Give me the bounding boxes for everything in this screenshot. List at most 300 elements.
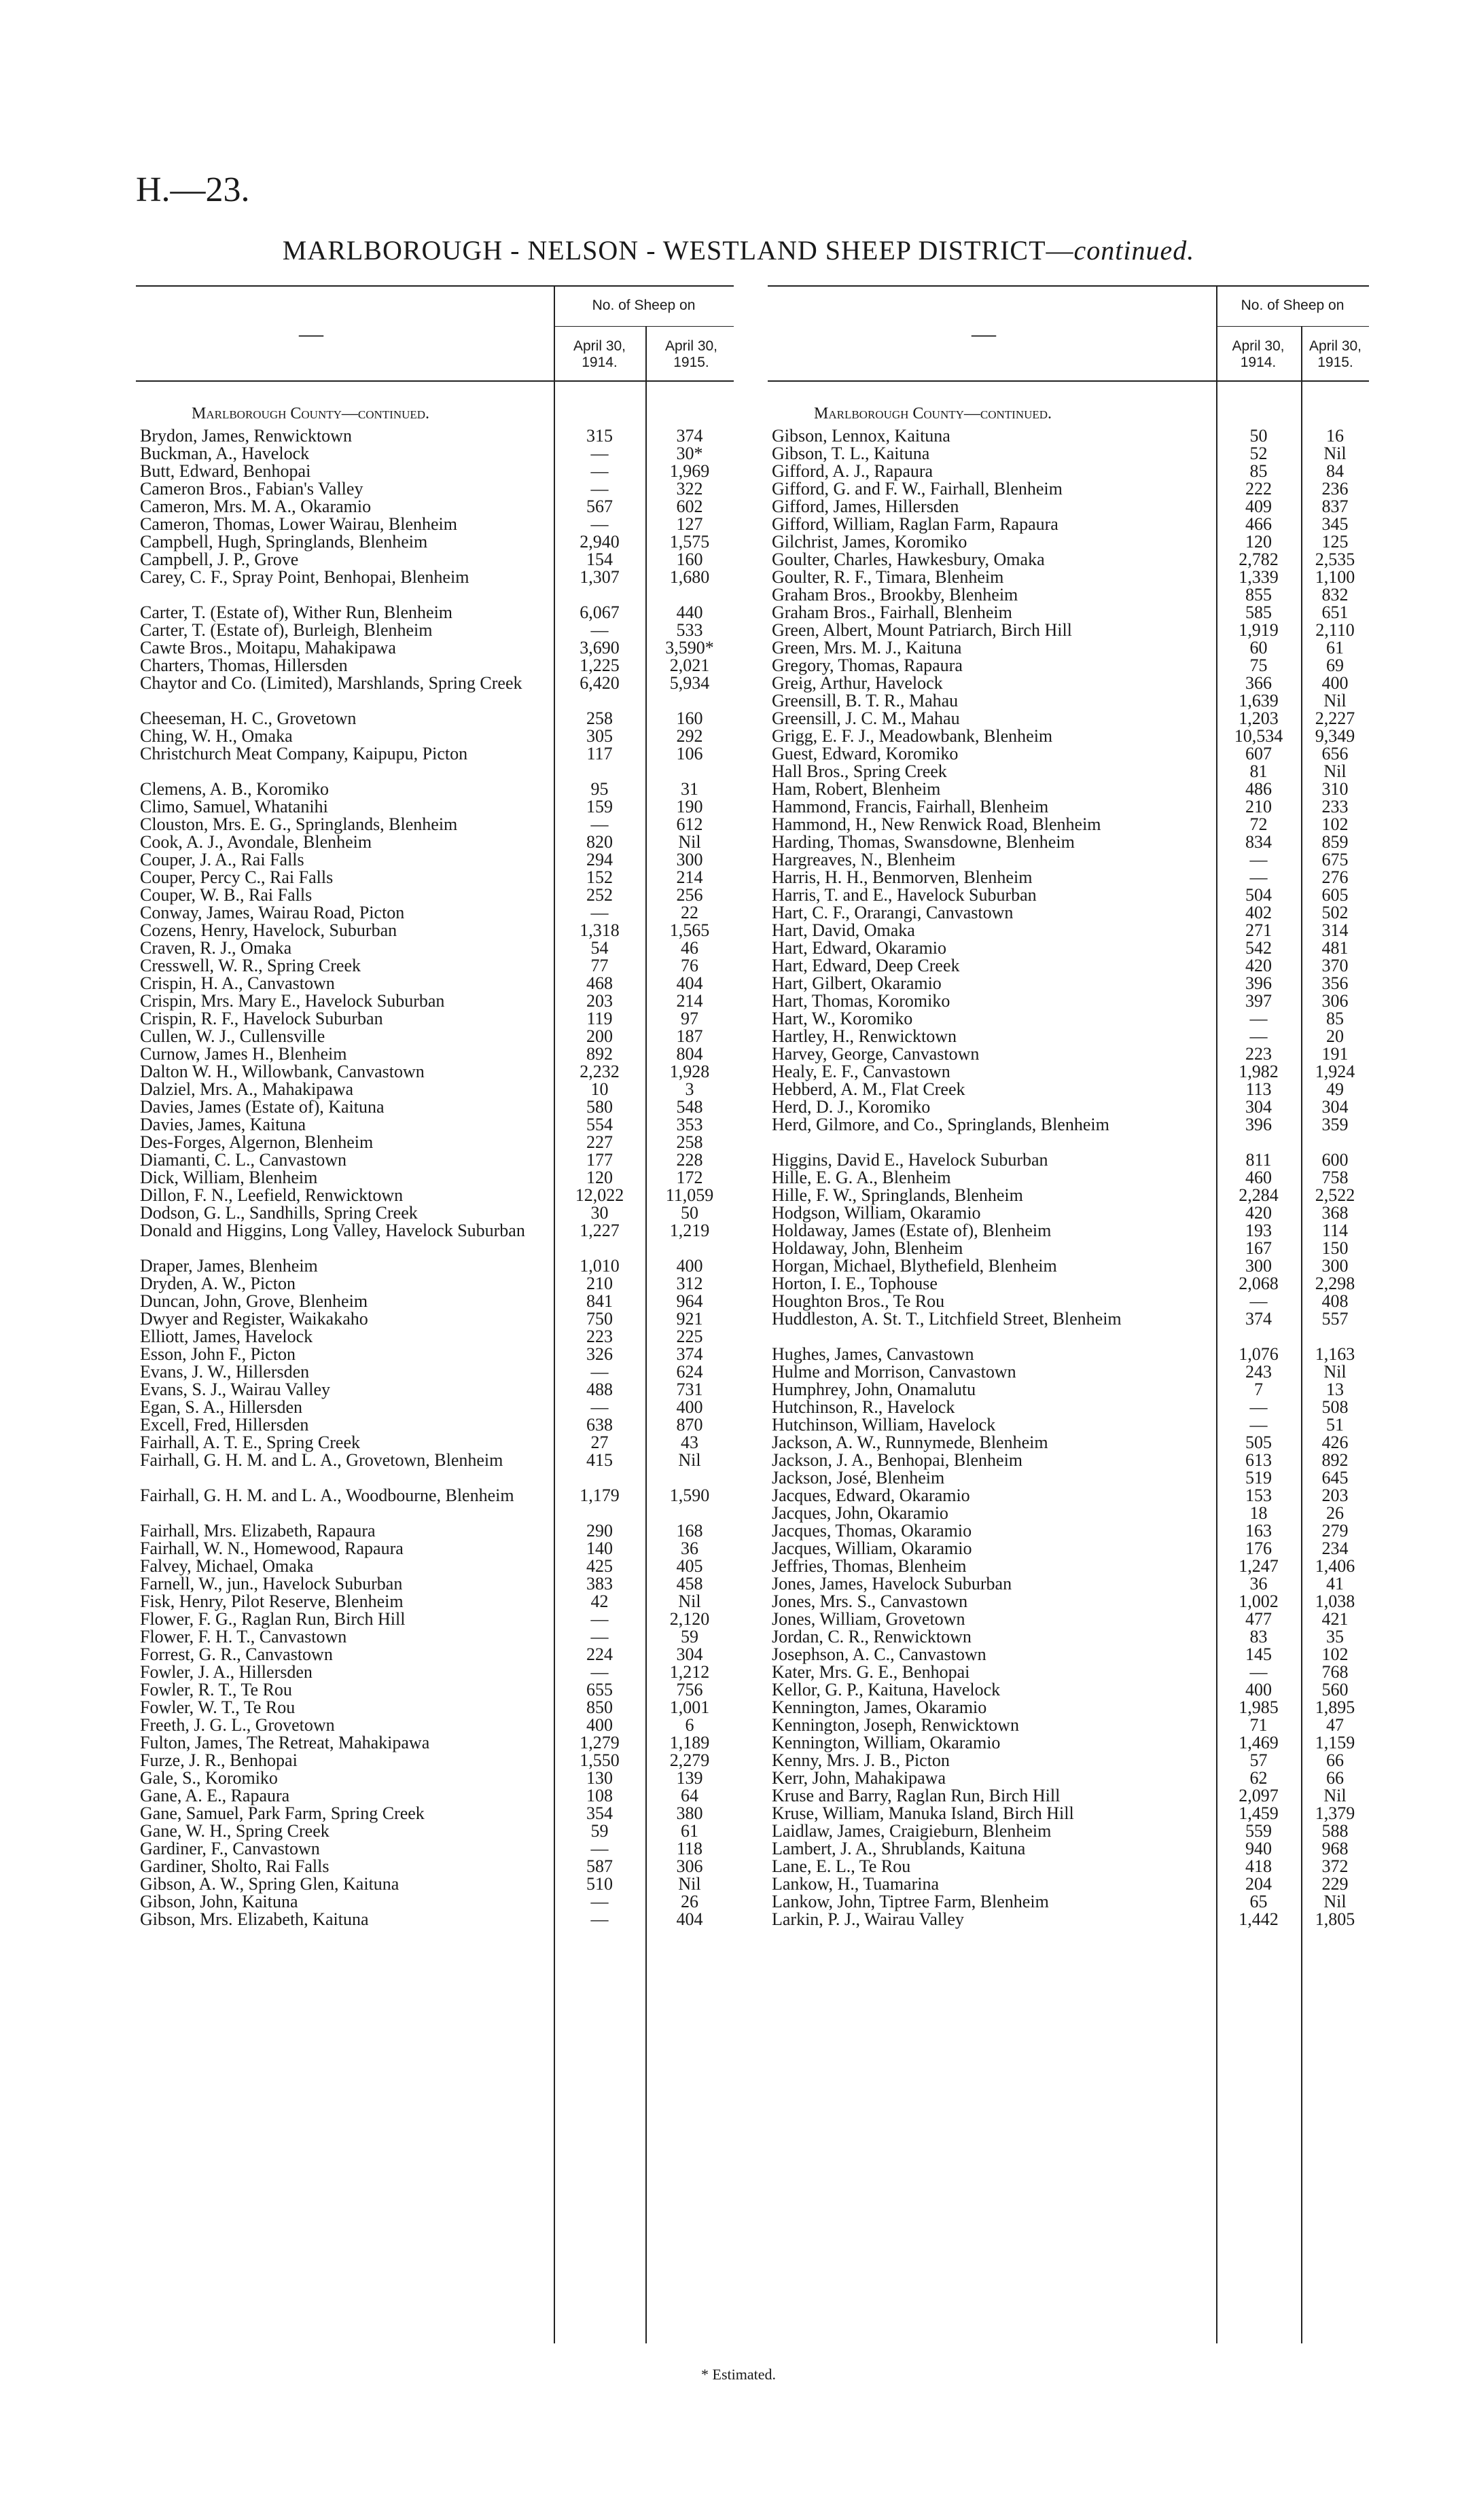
table-row	[136, 745, 734, 780]
owner-name: Hall Bros., Spring Creek	[772, 761, 947, 781]
table-row	[768, 1204, 1369, 1222]
sheep-1915: 30*	[676, 444, 703, 463]
owner-name: Graham Bros., Brookby, Blenheim	[772, 585, 1018, 605]
sheep-1915: 187	[676, 1026, 703, 1046]
table-row	[768, 692, 1369, 710]
table-row	[136, 1098, 734, 1116]
sheep-1914: —	[1249, 1291, 1268, 1311]
sheep-1914: 326	[586, 1344, 613, 1364]
sheep-1915: 602	[676, 497, 703, 516]
owner-name: Hulme and Morrison, Canvastown	[772, 1362, 1016, 1382]
sheep-1914: 2,940	[580, 532, 620, 552]
sheep-1914: 271	[1245, 920, 1272, 940]
owner-name: Hart, David, Omaka	[772, 920, 915, 940]
sheep-1915: 892	[1321, 1450, 1349, 1470]
sheep-1915: 404	[676, 973, 703, 993]
sheep-1914: 176	[1245, 1538, 1272, 1558]
column-1914-header: April 30, 1914.	[573, 338, 626, 370]
sheep-1915: 139	[676, 1768, 703, 1788]
owner-name: Humphrey, John, Onamalutu	[772, 1380, 976, 1399]
sheep-1914: 397	[1245, 991, 1272, 1011]
sheep-1915: 370	[1321, 956, 1349, 975]
owner-name: Kerr, John, Mahakipawa	[772, 1768, 946, 1788]
sheep-1915: 2,535	[1315, 550, 1355, 569]
owner-name: Cresswell, W. R., Spring Creek	[140, 956, 361, 975]
owner-name: Healy, E. F., Canvastown	[772, 1062, 950, 1081]
table-row	[768, 1628, 1369, 1646]
owner-name: Furze, J. R., Benhopai	[140, 1750, 298, 1770]
owner-name: Hughes, James, Canvastown	[772, 1344, 974, 1364]
owner-name: Fowler, R. T., Te Rou	[140, 1680, 292, 1699]
owner-name: Gale, S., Koromiko	[140, 1768, 278, 1788]
table-row	[768, 1699, 1369, 1716]
table-row	[768, 1045, 1369, 1063]
sheep-1914: 57	[1249, 1750, 1268, 1770]
sheep-1914: —	[590, 814, 609, 834]
sheep-1914: 420	[1245, 956, 1272, 975]
table-row	[136, 639, 734, 657]
sheep-1915: 600	[1321, 1150, 1349, 1170]
sheep-1915: 481	[1321, 938, 1349, 958]
sheep-1914: 65	[1249, 1892, 1268, 1911]
sheep-1914: 224	[586, 1644, 613, 1664]
table-row	[136, 1416, 734, 1434]
table-row	[136, 1646, 734, 1663]
table-row	[136, 1363, 734, 1381]
table-row	[136, 674, 734, 710]
left-rows	[136, 427, 734, 1928]
owner-name: Diamanti, C. L., Canvastown	[140, 1150, 347, 1170]
owner-name: Kater, Mrs. G. E., Benhopai	[772, 1662, 970, 1682]
table-row	[768, 745, 1369, 763]
sheep-1914: 468	[586, 973, 613, 993]
sheep-1914: 477	[1245, 1609, 1272, 1629]
sheep-1914: 193	[1245, 1221, 1272, 1240]
sheep-1914: 223	[586, 1327, 613, 1346]
owner-name: Campbell, J. P., Grove	[140, 550, 299, 569]
sheep-1915: 26	[681, 1892, 698, 1911]
sheep-1914: 2,232	[580, 1062, 620, 1081]
sheep-1915: 968	[1321, 1839, 1349, 1858]
table-row	[768, 727, 1369, 745]
owner-name: Hille, F. W., Springlands, Blenheim	[772, 1185, 1023, 1205]
sheep-1915: 102	[1321, 1644, 1349, 1664]
sheep-1915: 837	[1321, 497, 1349, 516]
sheep-1914: 36	[1249, 1574, 1268, 1594]
sheep-1915: 35	[1326, 1627, 1344, 1646]
sheep-1915: 306	[676, 1856, 703, 1876]
owner-name: Hammond, Francis, Fairhall, Blenheim	[772, 797, 1049, 816]
table-row	[136, 1151, 734, 1169]
table-row	[136, 622, 734, 639]
owner-name: Hammond, H., New Renwick Road, Blenheim	[772, 814, 1101, 834]
owner-name: Gifford, William, Raglan Farm, Rapaura	[772, 514, 1058, 534]
owner-name: Cameron, Mrs. M. A., Okaramio	[140, 497, 372, 516]
table-row	[136, 427, 734, 445]
owner-name: Gifford, G. and F. W., Fairhall, Blenheim	[772, 479, 1063, 499]
table-row	[136, 657, 734, 674]
sheep-1915: 1,001	[669, 1697, 710, 1717]
sheep-1915: 2,021	[669, 655, 710, 675]
table-row	[768, 674, 1369, 692]
sheep-1914: 120	[586, 1168, 613, 1187]
sheep-1914: 59	[590, 1821, 609, 1841]
sheep-count-group-header: No. of Sheep on	[592, 298, 696, 313]
sheep-1915: 374	[676, 426, 703, 446]
sheep-1915: 304	[1321, 1097, 1349, 1117]
sheep-1915: 97	[681, 1009, 698, 1028]
owner-name: Herd, D. J., Koromiko	[772, 1097, 931, 1117]
sheep-1914: 200	[586, 1026, 613, 1046]
table-row	[136, 1681, 734, 1699]
sheep-1914: 60	[1249, 638, 1268, 658]
table-row	[768, 1610, 1369, 1628]
table-row	[768, 1293, 1369, 1310]
table-row	[136, 904, 734, 922]
sheep-1914: 1,919	[1239, 620, 1279, 640]
table-row	[136, 1840, 734, 1858]
sheep-1914: 75	[1249, 655, 1268, 675]
table-row	[768, 445, 1369, 463]
table-row	[768, 1558, 1369, 1575]
sheep-1915: Nil	[1323, 1892, 1347, 1911]
sheep-1914: 820	[586, 832, 613, 852]
table-row	[768, 1858, 1369, 1875]
owner-name: Clemens, A. B., Koromiko	[140, 779, 330, 799]
sheep-1914: 1,010	[580, 1256, 620, 1276]
table-row	[768, 1116, 1369, 1151]
sheep-1914: 587	[586, 1856, 613, 1876]
sheep-1915: 229	[1321, 1874, 1349, 1894]
sheep-1915: 758	[1321, 1168, 1349, 1187]
sheep-1914: —	[590, 620, 609, 640]
owner-name: Falvey, Michael, Omaka	[140, 1556, 314, 1576]
sheep-1915: 43	[681, 1433, 698, 1452]
owner-name: Lambert, J. A., Shrublands, Kaituna	[772, 1839, 1026, 1858]
sheep-1914: 290	[586, 1521, 613, 1541]
table-row	[136, 886, 734, 904]
owner-name: Lane, E. L., Te Rou	[772, 1856, 911, 1876]
table-row	[136, 498, 734, 516]
owner-name: Horgan, Michael, Blythefield, Blenheim	[772, 1256, 1057, 1276]
sheep-1915: 1,189	[669, 1733, 710, 1752]
sheep-count-group-header-right: No. of Sheep on	[1241, 298, 1345, 313]
sheep-1914: 396	[1245, 1115, 1272, 1134]
owner-name: Harding, Thomas, Swansdowne, Blenheim	[772, 832, 1075, 852]
owner-name: Climo, Samuel, Whatanihi	[140, 797, 328, 816]
table-row	[768, 816, 1369, 833]
table-row	[136, 1257, 734, 1275]
owner-name: Crispin, Mrs. Mary E., Havelock Suburban	[140, 991, 445, 1011]
sheep-1915: 64	[681, 1786, 698, 1805]
sheep-1915: 356	[1321, 973, 1349, 993]
table-row	[768, 1752, 1369, 1769]
owner-name: Hart, W., Koromiko	[772, 1009, 913, 1028]
sheep-1915: 191	[1321, 1044, 1349, 1064]
owner-name: Cozens, Henry, Havelock, Suburban	[140, 920, 397, 940]
sheep-1914: 855	[1245, 585, 1272, 605]
sheep-1915: 458	[676, 1574, 703, 1594]
sheep-1914: 83	[1249, 1627, 1268, 1646]
table-row	[136, 1805, 734, 1822]
sheep-1914: 2,068	[1239, 1274, 1279, 1293]
owner-name: Crispin, H. A., Canvastown	[140, 973, 335, 993]
owner-name: Freeth, J. G. L., Grovetown	[140, 1715, 335, 1735]
sheep-1915: 1,038	[1315, 1591, 1355, 1611]
owner-name: Huddleston, A. St. T., Litchfield Street, Blenheim	[772, 1309, 1122, 1329]
owner-name: Kruse, William, Manuka Island, Birch Hill	[772, 1803, 1074, 1823]
sheep-1914: 374	[1245, 1309, 1272, 1329]
sheep-1914: 140	[586, 1538, 613, 1558]
table-row	[768, 1452, 1369, 1469]
table-row	[136, 1204, 734, 1222]
owner-name: Hart, C. F., Orarangi, Canvastown	[772, 903, 1014, 922]
owner-name: Clouston, Mrs. E. G., Springlands, Blenheim	[140, 814, 458, 834]
table-row	[136, 1310, 734, 1328]
sheep-1914: 460	[1245, 1168, 1272, 1187]
owner-name: Josephson, A. C., Canvastown	[772, 1644, 986, 1664]
sheep-1915: 76	[681, 956, 698, 975]
owner-name: Kennington, William, Okaramio	[772, 1733, 1001, 1752]
owner-name: Couper, Percy C., Rai Falls	[140, 867, 334, 887]
table-row	[768, 1434, 1369, 1452]
sheep-1914: 1,225	[580, 655, 620, 675]
owner-name: Holdaway, John, Blenheim	[772, 1238, 963, 1258]
sheep-1915: 322	[676, 479, 703, 499]
owner-name: Hartley, H., Renwicktown	[772, 1026, 957, 1046]
owner-name: Greig, Arthur, Havelock	[772, 673, 943, 693]
sheep-1914: 227	[586, 1132, 613, 1152]
table-row	[136, 1134, 734, 1151]
sheep-1915: 127	[676, 514, 703, 534]
sheep-1914: 10,534	[1234, 726, 1283, 746]
sheep-1915: 300	[676, 850, 703, 869]
sheep-1914: 505	[1245, 1433, 1272, 1452]
sheep-1914: 1,982	[1239, 1062, 1279, 1081]
table-row	[136, 1081, 734, 1098]
owner-name: Green, Mrs. M. J., Kaituna	[772, 638, 962, 658]
sheep-1914: 177	[586, 1150, 613, 1170]
table-row	[136, 551, 734, 569]
table-row	[136, 851, 734, 869]
sheep-1915: 1,565	[669, 920, 710, 940]
sheep-1915: 2,227	[1315, 708, 1355, 728]
sheep-1915: 236	[1321, 479, 1349, 499]
sheep-1914: 2,782	[1239, 550, 1279, 569]
table-row	[136, 1699, 734, 1716]
table-row	[768, 1522, 1369, 1540]
sheep-1914: 940	[1245, 1839, 1272, 1858]
owner-name: Conway, James, Wairau Road, Picton	[140, 903, 405, 922]
sheep-1915: 605	[1321, 885, 1349, 905]
title-suffix: continued.	[1073, 235, 1195, 266]
table-row	[768, 710, 1369, 727]
sheep-1914: 77	[590, 956, 609, 975]
table-row	[768, 622, 1369, 639]
sheep-1914: 305	[586, 726, 613, 746]
sheep-1914: 258	[586, 708, 613, 728]
sheep-1915: 2,522	[1315, 1185, 1355, 1205]
sheep-1914: 519	[1245, 1468, 1272, 1488]
sheep-1915: 306	[1321, 991, 1349, 1011]
sheep-1914: 1,279	[580, 1733, 620, 1752]
owner-name: Hargreaves, N., Blenheim	[772, 850, 956, 869]
sheep-1915: 404	[676, 1909, 703, 1929]
table-row	[136, 1593, 734, 1610]
sheep-1915: 66	[1326, 1750, 1344, 1770]
table-row	[768, 1593, 1369, 1610]
table-row	[136, 957, 734, 975]
owner-name: Gilchrist, James, Koromiko	[772, 532, 967, 552]
table-row	[136, 1893, 734, 1911]
table-row	[768, 498, 1369, 516]
sheep-1914: 1,459	[1239, 1803, 1279, 1823]
sheep-1915: 359	[1321, 1115, 1349, 1134]
table-row	[136, 1169, 734, 1187]
sheep-1915: 214	[676, 991, 703, 1011]
owner-name: Gregory, Thomas, Rapaura	[772, 655, 963, 675]
owner-name: Forrest, G. R., Canvastown	[140, 1644, 333, 1664]
owner-name: Draper, James, Blenheim	[140, 1256, 318, 1276]
owner-name: Gifford, A. J., Rapaura	[772, 461, 933, 481]
sheep-1915: 69	[1326, 655, 1344, 675]
sheep-1914: 252	[586, 885, 613, 905]
sheep-1914: 152	[586, 867, 613, 887]
owner-name: Jeffries, Thomas, Blenheim	[772, 1556, 967, 1576]
owner-name: Gibson, Mrs. Elizabeth, Kaituna	[140, 1909, 369, 1929]
sheep-1914: 554	[586, 1115, 613, 1134]
table-row	[136, 1752, 734, 1769]
table-row	[136, 1911, 734, 1928]
sheep-1914: 1,469	[1239, 1733, 1279, 1752]
table-row	[768, 586, 1369, 604]
sheep-1914: 204	[1245, 1874, 1272, 1894]
sheep-1915: Nil	[1323, 1786, 1347, 1805]
table-row	[136, 1222, 734, 1257]
sheep-1914: 488	[586, 1380, 613, 1399]
column-1915-header: April 30, 1915.	[664, 338, 718, 370]
owner-name: Dalziel, Mrs. A., Mahakipawa	[140, 1079, 354, 1099]
table-row	[136, 1610, 734, 1628]
sheep-1914: —	[1249, 1415, 1268, 1435]
owner-name: Gifford, James, Hillersden	[772, 497, 959, 516]
sheep-1915: 125	[1321, 532, 1349, 552]
sheep-1914: 27	[590, 1433, 609, 1452]
table-row	[768, 1505, 1369, 1522]
owner-name: Cook, A. J., Avondale, Blenheim	[140, 832, 372, 852]
owner-name: Hart, Gilbert, Okaramio	[772, 973, 942, 993]
table-row	[136, 727, 734, 745]
owner-name: Brydon, James, Renwicktown	[140, 426, 352, 446]
owner-name: Larkin, P. J., Wairau Valley	[772, 1909, 964, 1929]
owner-name: Egan, S. A., Hillersden	[140, 1397, 303, 1417]
sheep-1914: —	[1249, 867, 1268, 887]
sheep-1914: 425	[586, 1556, 613, 1576]
sheep-1914: 222	[1245, 479, 1272, 499]
sheep-1915: Nil	[678, 1874, 701, 1894]
sheep-1914: 7	[1254, 1380, 1263, 1399]
table-row	[768, 1010, 1369, 1028]
sheep-1915: 84	[1326, 461, 1344, 481]
sheep-1914: 400	[586, 1715, 613, 1735]
sheep-1914: 354	[586, 1803, 613, 1823]
table-row	[768, 957, 1369, 975]
table-row	[136, 710, 734, 727]
owner-name: Dwyer and Register, Waikakaho	[140, 1309, 368, 1329]
table-row	[136, 1346, 734, 1363]
table-row	[136, 816, 734, 833]
sheep-1915: 440	[676, 602, 703, 622]
sheep-1914: 402	[1245, 903, 1272, 922]
sheep-1914: 203	[586, 991, 613, 1011]
sheep-1915: 400	[676, 1256, 703, 1276]
table-row	[768, 1151, 1369, 1169]
table-row	[136, 1487, 734, 1522]
table-row	[136, 1822, 734, 1840]
owner-name: Duncan, John, Grove, Blenheim	[140, 1291, 368, 1311]
owner-name: Davies, James, Kaituna	[140, 1115, 306, 1134]
sheep-1915: 168	[676, 1521, 703, 1541]
owner-name: Hart, Edward, Deep Creek	[772, 956, 960, 975]
table-row	[136, 516, 734, 533]
owner-name: Excell, Fred, Hillersden	[140, 1415, 309, 1435]
sheep-1914: 167	[1245, 1238, 1272, 1258]
owner-name: Campbell, Hugh, Springlands, Blenheim	[140, 532, 428, 552]
page-reference: H.—23.	[136, 170, 250, 209]
sheep-1915: 5,934	[669, 673, 710, 693]
sheep-1915: 1,805	[1315, 1909, 1355, 1929]
sheep-1915: 372	[1321, 1856, 1349, 1876]
table-row	[768, 1346, 1369, 1363]
table-row	[768, 427, 1369, 445]
sheep-1915: 374	[676, 1344, 703, 1364]
sheep-1915: Nil	[1323, 1362, 1347, 1382]
sheep-1914: 1,247	[1239, 1556, 1279, 1576]
sheep-1914: 210	[586, 1274, 613, 1293]
table-row	[768, 1663, 1369, 1681]
sheep-1914: 315	[586, 426, 613, 446]
sheep-1914: 50	[1249, 426, 1268, 446]
sheep-1914: 1,442	[1239, 1909, 1279, 1929]
table-row	[768, 939, 1369, 957]
sheep-1914: 400	[1245, 1680, 1272, 1699]
table-row	[768, 1893, 1369, 1911]
owner-name: Flower, F. G., Raglan Run, Birch Hill	[140, 1609, 406, 1629]
table-row	[768, 1381, 1369, 1399]
owner-name: Green, Albert, Mount Patriarch, Birch Hill	[772, 620, 1072, 640]
owner-name: Graham Bros., Fairhall, Blenheim	[772, 602, 1012, 622]
owner-name: Jacques, Edward, Okaramio	[772, 1486, 970, 1505]
sheep-1915: 408	[1321, 1291, 1349, 1311]
table-row	[768, 1222, 1369, 1240]
owner-name: Gibson, Lennox, Kaituna	[772, 426, 950, 446]
sheep-1915: 1,575	[669, 532, 710, 552]
sheep-1915: 20	[1326, 1026, 1344, 1046]
sheep-1915: 47	[1326, 1715, 1344, 1735]
sheep-1915: 225	[676, 1327, 703, 1346]
county-heading: Marlborough County—continued.	[192, 405, 430, 422]
table-row	[136, 992, 734, 1010]
table-row	[768, 604, 1369, 622]
column-1915-header-right: April 30, 1915.	[1309, 338, 1362, 370]
owner-name: Kennington, Joseph, Renwicktown	[772, 1715, 1019, 1735]
sheep-1915: 172	[676, 1168, 703, 1187]
owner-name: Hart, Edward, Okaramio	[772, 938, 947, 958]
sheep-1914: 409	[1245, 497, 1272, 516]
table-row	[136, 1434, 734, 1452]
sheep-1915: 964	[676, 1291, 703, 1311]
sheep-1914: 1,307	[580, 567, 620, 587]
